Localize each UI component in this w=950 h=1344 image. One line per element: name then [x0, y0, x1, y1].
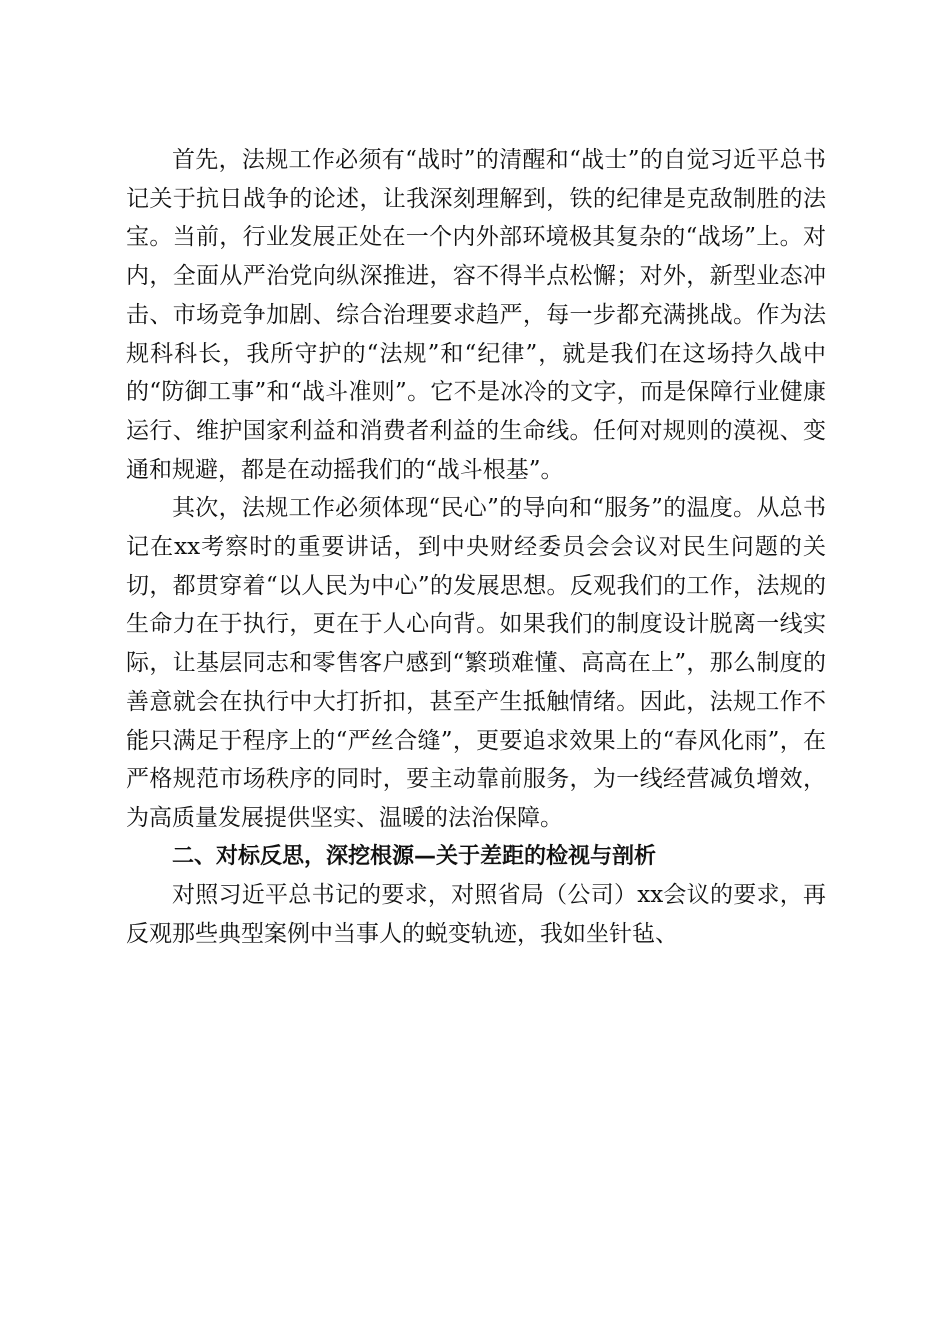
paragraph-first: 首先，法规工作必须有“战时”的清醒和“战士”的自觉习近平总书记关于抗日战争的论述，让我深刻理解到，铁的纪律是克敌制胜的法宝。当前，行业发展正处在一个内外部环境极其复杂的“战场”上。对内，全面从严治党向纵深推进，容不得半点松懈；对外，新型业态冲击、市场竞争加剧、综合治理要求趋严，每一步都充满挑战。作为法规科科长，我所守护的“法规”和“纪律”，就是我们在这场持久战中的“防御工事”和“战斗准则”。它不是冰冷的文字，而是保障行业健康运行、维护国家利益和消费者利益的生命线。任何对规则的漠视、变通和规避，都是在动摇我们的“战斗根基”。: [126, 147, 826, 483]
paragraph-second: 其次，法规工作必须体现“民心”的导向和“服务”的温度。从总书记在xx考察时的重要讲话，到中央财经委员会会议对民生问题的关切，都贯穿着“以人民为中心”的发展思想。反观我们的工作，法规的生命力在于执行，更在于人心向背。如果我们的制度设计脱离一线实际，让基层同志和零售客户感到“繁琐难懂、高高在上”，那么制度的善意就会在执行中大打折扣，甚至产生抵触情绪。因此，法规工作不能只满足于程序上的“严丝合缝”，更要追求效果上的“春风化雨”，在严格规范市场秩序的同时，要主动靠前服务，为一线经营减负增效，为高质量发展提供坚实、温暖的法治保障。: [126, 495, 826, 831]
document-body: [126, 141, 826, 954]
section-heading: 二、对标反思，深挖根源—关于差距的检视与剖析: [172, 843, 657, 869]
paragraph-third: 对照习近平总书记的要求，对照省局（公司）xx会议的要求，再反观那些典型案例中当事人的蜕变轨迹，我如坐针毡、: [126, 882, 826, 948]
